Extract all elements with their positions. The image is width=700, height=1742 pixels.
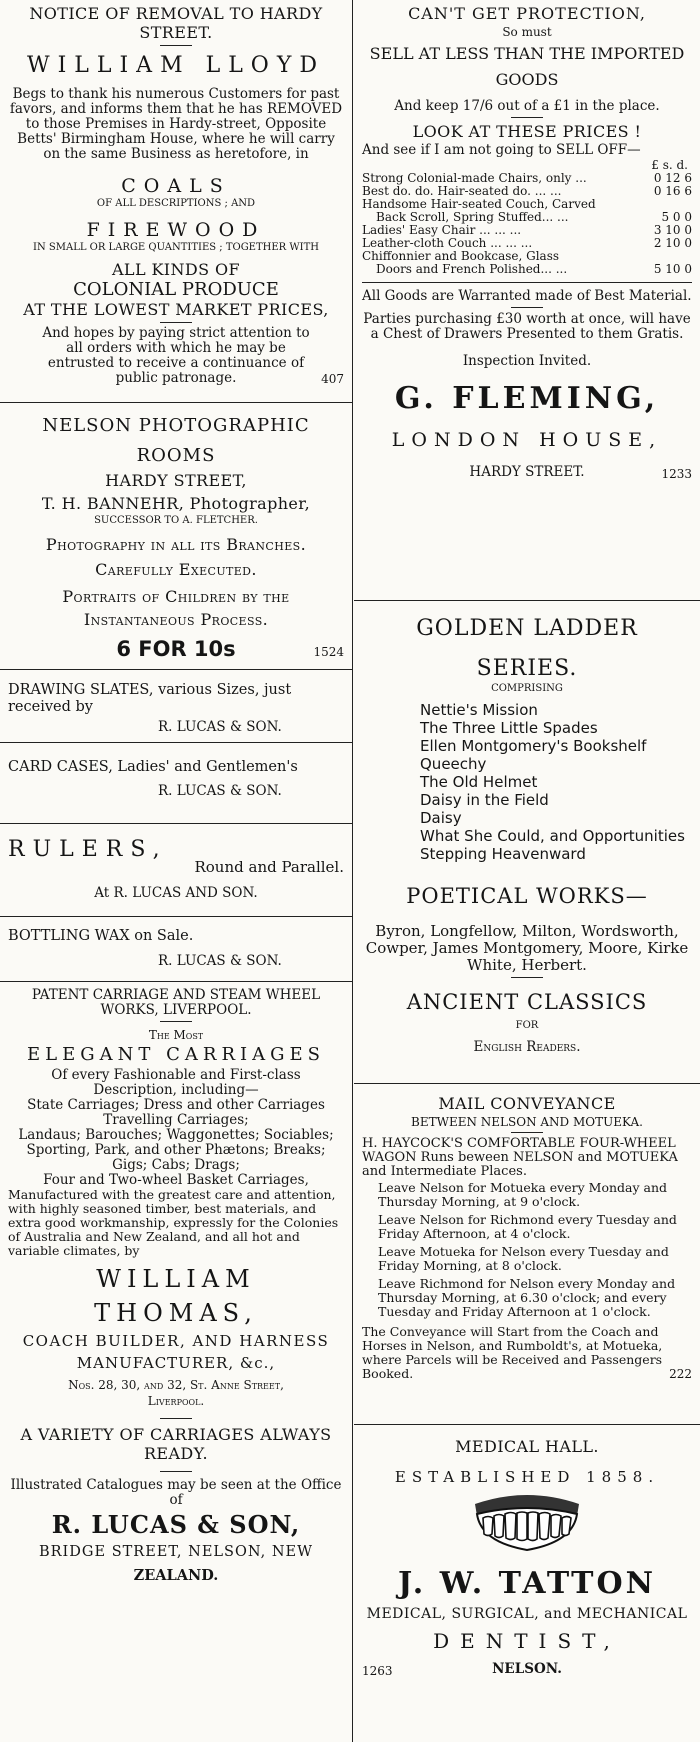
firewood-heading: FIREWOOD [86,219,266,241]
ancient-title: ANCIENT CLASSICS [406,990,648,1014]
book-title: Daisy [420,809,462,827]
carriage-works-ad [0,982,352,1592]
carriage-address: Nos. 28, 30, and 32, St. Anne Street, [68,1378,284,1392]
price-row [362,263,692,276]
mail-closing: The Conveyance will Start from the Coach and Horses in Nelson, and Rumboldt's, at Motueka, where Parcels will be Received and Passengers Booked. [362,1324,663,1381]
divider [160,322,192,323]
elegant-carriages: ELEGANT CARRIAGES [27,1044,325,1065]
price-item-value: 5 10 0 [653,262,692,276]
price-item-label: Leather-cloth Couch ... ... ... [362,236,533,250]
price-item-label: Back Scroll, Spring Stuffed... ... [376,210,569,224]
right-column [354,0,700,1742]
ancient-for: FOR [515,1020,539,1031]
removal-title: NOTICE OF REMOVAL TO HARDY STREET. [29,4,323,42]
medical-trade: MEDICAL, SURGICAL, and MECHANICAL [366,1606,688,1622]
photo-line-4: Instantaneous Process. [83,610,269,629]
rulers-seller: At R. LUCAS AND SON. [94,885,258,901]
price-item-value: 2 10 0 [653,236,692,250]
book-title: Daisy in the Field [420,791,549,809]
medical-dentist: DENTIST, [433,1629,621,1653]
produce-line: COLONIAL PRODUCE [73,279,279,300]
golden-title: GOLDEN LADDER SERIES. [416,616,638,681]
price-item-value: 3 10 0 [653,223,692,237]
coals-heading: COALS [121,175,231,197]
currency-header: £ s. d. [651,158,688,172]
slates-seller: R. LUCAS & SON. [158,719,282,735]
merchant-name: WILLIAM LLOYD [26,53,326,78]
divider [160,1471,192,1472]
medical-hall-ad [354,1425,700,1688]
book-title: What She Could, and Opportunities [420,827,685,845]
divider [362,282,692,283]
divider [511,117,543,118]
carriage-body-5: Manufactured with the greatest care and attention, with highly seasoned timber, best materials, and extra good workmanship, expressly for the Colonies of Australia and New Zealand, and all hot and variable climates, by [8,1187,339,1258]
price-item-label: Best do. do. Hair-seated do. ... ... [362,184,562,198]
schedule-line: Leave Richmond for Nelson every Monday and Thursday Morning, at 6.30 o'clock; and every Tuesday and Friday Afternoon at 1 o'clock. [378,1276,676,1319]
fleming-warranted: All Goods are Warranted made of Best Material. [362,288,692,304]
medical-title: MEDICAL HALL. [455,1437,599,1456]
photo-price: 6 FOR 10s [116,637,236,661]
rulers-sub: Round and Parallel. [194,858,344,876]
price-item-label: Strong Colonial-made Chairs, only ... [362,171,587,185]
price-item-label: Handsome Hair-seated Couch, Carved [362,197,596,211]
removal-intro: Begs to thank his numerous Customers for past favors, and informs them that he has REMOVED to those Premises in Hardy-street, Opposite Betts' Birmingham House, where he will carry on the same Business as heretofore, in [9,86,343,162]
photo-line-2: Carefully Executed. [95,560,257,579]
divider [511,977,543,978]
photo-line-1: Photography in all its Branches. [45,535,307,554]
prices-line: AT THE LOWEST MARKET PRICES, [23,300,329,319]
carriage-trade-2: MANUFACTURER, &c., [76,1354,276,1372]
mail-intro: H. HAYCOCK'S COMFORTABLE FOUR-WHEEL WAGON Runs beween NELSON and MOTUEKA and Intermediate Places. [362,1136,678,1179]
ad-number: 1233 [661,467,692,481]
book-title: Nettie's Mission [420,701,538,719]
carriage-agent-address: BRIDGE STREET, NELSON, NEW [38,1544,314,1560]
mail-times [362,1179,692,1321]
photo-street: HARDY STREET, [105,471,247,490]
wax-text: BOTTLING WAX on Sale. [8,928,194,944]
fleming-furniture-ad [354,0,700,601]
photo-line-3: Portraits of Children by the [62,587,290,606]
photo-successor: SUCCESSOR TO A. FLETCHER. [94,515,258,526]
ad-number: 407 [321,372,344,386]
price-item-value: 0 12 6 [653,171,692,185]
fleming-house: LONDON HOUSE, [391,429,663,451]
price-table [362,172,692,276]
carriage-body-3: Landaus; Barouches; Waggonettes; Sociables; Sporting, Park, and other Phætons; Breaks; Gigs; Cabs; Drags; [18,1127,334,1173]
photo-price-row [8,637,344,663]
carriage-body-2: State Carriages; Dress and other Carriages Travelling Carriages; [27,1097,325,1128]
divider [511,1132,543,1133]
carriage-most: The Most [148,1028,204,1042]
golden-ladder-ad [354,601,700,1084]
carriage-maker: WILLIAM THOMAS, [94,1265,258,1327]
ad-number: 1263 [362,1664,393,1678]
fleming-head-1: CAN'T GET PROTECTION, [408,4,646,23]
drawing-slates-ad [0,670,352,743]
removal-notice [0,0,352,403]
dentures-icon [467,1490,587,1560]
carriage-catalog: Illustrated Catalogues may be seen at the Office of [10,1477,342,1508]
price-item-label: Doors and French Polished... ... [376,262,568,276]
cards-seller: R. LUCAS & SON. [158,783,282,799]
fleming-head-2: So must [502,25,552,39]
price-item-value: 5 0 0 [661,210,692,224]
golden-comprising: COMPRISING [491,683,563,694]
slates-text: DRAWING SLATES, various Sizes, just received by [8,682,292,715]
removal-closing: And hopes by paying strict attention to all orders with which he may be entrusted to receive a continuance of public patronage. [42,325,310,386]
rulers-title: RULERS, [8,837,168,862]
divider [160,1021,192,1022]
poets-list: Byron, Longfellow, Milton, Wordsworth, Cowper, James Montgomery, Moore, Kirke White, Herbert. [365,922,689,974]
fleming-see: And see if I am not going to SELL OFF— [362,142,641,158]
fleming-street-row [362,465,692,485]
mail-conveyance-ad [354,1084,700,1425]
book-title: Stepping Heavenward [420,845,586,863]
carriage-agent-country: ZEALAND. [133,1567,219,1584]
card-cases-ad [0,743,352,824]
schedule-line: Leave Nelson for Richmond every Tuesday and Friday Afternoon, at 4 o'clock. [378,1212,677,1241]
price-item-label: Ladies' Easy Chair ... ... ... [362,223,522,237]
carriage-variety: A VARIETY OF CARRIAGES ALWAYS READY. [20,1425,332,1463]
fleming-head-3: SELL AT LESS THAN THE IMPORTED GOODS [369,44,685,89]
schedule-line: Leave Motueka for Nelson every Tuesday and Friday Morning, at 8 o'clock. [378,1244,669,1273]
firewood-subtext: IN SMALL OR LARGE QUANTITIES ; TOGETHER WITH [33,242,319,253]
fleming-keep: And keep 17/6 out of a £1 in the place. [394,98,660,114]
photographic-rooms-ad [0,403,352,670]
book-list [362,701,692,863]
dentures-illustration [362,1490,692,1560]
medical-name: J. W. TATTON [397,1566,657,1601]
medical-footer [362,1662,692,1682]
divider [160,1418,192,1419]
book-title: The Old Helmet [420,773,538,791]
photo-owner: T. H. BANNEHR, Photographer, [41,494,311,513]
mail-title: MAIL CONVEYANCE [438,1094,616,1113]
fleming-street: HARDY STREET. [469,464,585,480]
book-title: The Three Little Spades [420,719,598,737]
cards-text: CARD CASES, Ladies' and Gentlemen's [8,759,298,775]
divider [511,307,543,308]
coals-subtext: OF ALL DESCRIPTIONS ; AND [96,198,256,209]
ad-number: 1524 [313,645,344,659]
divider [160,45,192,46]
ad-number: 222 [669,1367,692,1381]
rulers-ad [0,824,352,917]
kinds-line: ALL KINDS OF [111,260,241,279]
wax-seller: R. LUCAS & SON. [158,953,282,969]
poetical-title: POETICAL WORKS— [406,884,648,908]
medical-established: ESTABLISHED 1858. [394,1468,660,1486]
fleming-look: LOOK AT THESE PRICES ! [412,122,642,141]
carriage-body-1: Of every Fashionable and First-class Description, including— [51,1067,301,1098]
price-item-label: Chiffonnier and Bookcase, Glass [362,249,560,263]
carriage-city: Liverpool. [147,1394,205,1408]
medical-city: NELSON. [492,1661,562,1677]
book-title: Queechy [420,755,487,773]
photo-title: NELSON PHOTOGRAPHIC ROOMS [42,415,310,466]
fleming-inspection: Inspection Invited. [462,353,592,369]
carriage-title: PATENT CARRIAGE AND STEAM WHEEL WORKS, LIVERPOOL. [31,987,321,1018]
price-item-value: 0 16 6 [653,184,692,198]
fleming-name: G. FLEMING, [394,381,660,416]
mail-sub: BETWEEN NELSON AND MOTUEKA. [411,1115,643,1129]
carriage-trade-1: COACH BUILDER, AND HARNESS [22,1332,330,1350]
book-title: Ellen Montgomery's Bookshelf [420,737,647,755]
fleming-parties: Parties purchasing £30 worth at once, will have a Chest of Drawers Presented to them Gratis. [363,311,691,342]
carriage-body-4: Four and Two-wheel Basket Carriages, [43,1172,309,1188]
bottling-wax-ad [0,917,352,982]
schedule-line: Leave Nelson for Motueka every Monday and Thursday Morning, at 9 o'clock. [378,1180,668,1209]
carriage-agent: R. LUCAS & SON, [51,1510,301,1539]
ancient-readers: English Readers. [473,1039,581,1055]
